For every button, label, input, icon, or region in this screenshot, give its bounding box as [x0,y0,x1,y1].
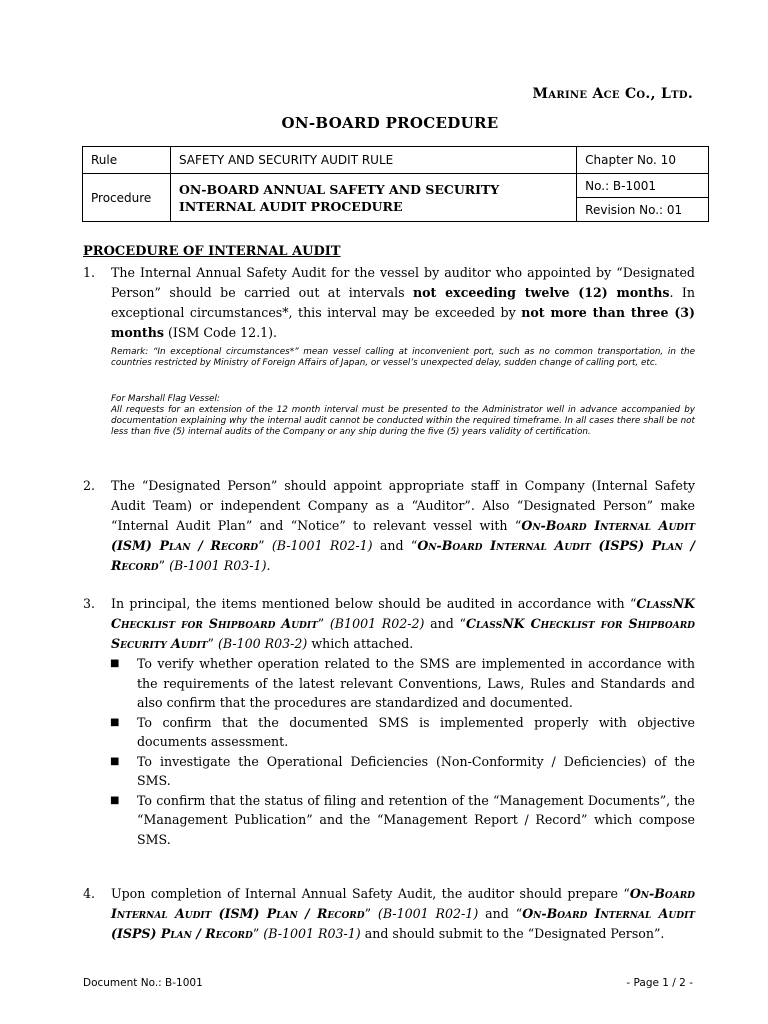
text-run: ” [258,538,272,553]
form-code: (B1001 R02-2) [329,616,425,631]
audit-items-list [83,654,695,849]
item-number: 1. [83,265,96,280]
document-number: No.: B-1001 [577,174,709,198]
form-code: (B-1001 R02-1) [377,906,479,921]
remark-exceptional-circumstances: Remark: “In exceptional circumstances*” mean vessel calling at inconvenient port, such as no common transportation, in the countries restricted by Ministry of Foreign Affairs of Japan, or vessel’s unexpected delay, sudden change of calling port, etc. [111,347,695,368]
text-run: (ISM Code 12.1). [163,325,278,340]
rule-label: Rule [83,147,171,174]
square-bullet-icon: ■ [110,716,120,728]
list-item [83,654,695,713]
procedure-item-3 [83,594,695,849]
item-text [111,594,695,654]
chapter-number: Chapter No. 10 [577,147,709,174]
procedure-header-table [82,146,709,222]
text-run: and should submit to the “Designated Person”. [360,926,665,941]
remark-body: All requests for an extension of the 12 month interval must be presented to the Administrator well in advance accompanied by documentation explaining why the internal audit cannot be conducted within the required timeframe. In all cases there shall be not less than five (5) internal audits of the Company or any ship during the five (5) years validity of certification. [111,405,695,437]
text-run: and “ [372,538,418,553]
revision-number: Revision No.: 01 [577,198,709,222]
form-code: (B-1001 R02-1) [271,538,373,553]
form-code: (B-100 R03-2) [217,636,308,651]
list-item-text: To verify whether operation related to the SMS are implemented in accordance with the requirements of the latest relevant Conventions, Laws, Rules and Standards and also confirm that the procedures are standardized and documented. [137,656,695,710]
remark-marshall-flag [111,394,695,438]
form-reference: On-Board Internal Audit (ISPS) Plan / Record [111,906,695,941]
list-item-text: To confirm that the documented SMS is implemented properly with objective documents assessment. [137,714,695,749]
section-heading: PROCEDURE OF INTERNAL AUDIT [83,244,341,259]
text-run: Upon completion of Internal Annual Safety Audit, the auditor should prepare “ [111,886,630,901]
emphasis-text: not exceeding twelve (12) months [413,285,670,300]
square-bullet-icon: ■ [110,755,120,767]
procedure-item-2 [83,476,695,576]
form-reference: On-Board Internal Audit (ISM) Plan / Record [111,518,696,553]
square-bullet-icon: ■ [110,658,120,669]
footer-document-number: Document No.: B-1001 [83,977,203,989]
form-reference: ClassNK Checklist for Shipboard Audit [111,596,695,631]
form-reference: ClassNK Checklist for Shipboard Security Audit [111,616,695,651]
table-row [83,174,709,198]
form-code: (B-1001 R03-1) [263,926,361,941]
item-number: 3. [83,596,96,611]
form-reference: On-Board Internal Audit (ISPS) Plan / Record [111,538,695,573]
text-run: . In exceptional circumstances*, this interval may be exceeded by [111,285,696,320]
item-number: 2. [83,478,96,493]
page-title: ON-BOARD PROCEDURE [281,114,499,132]
list-item-text: To investigate the Operational Deficiencies (Non-Conformity / Deficiencies) of the SMS. [137,753,695,788]
text-run: . [266,558,271,573]
list-item [83,752,695,791]
footer-page-number: - Page 1 / 2 - [626,977,693,989]
text-run: The “Designated Person” should appoint appropriate staff in Company (Internal Safety Audit Team) or independent Company as a “Auditor”. Also “Designated Person” make “Internal Audit Plan” and “Notice” to relevant vessel with “ [111,478,695,533]
text-run: ” [317,616,330,631]
text-run: and “ [478,906,523,921]
item-text [111,263,695,343]
square-bullet-icon: ■ [110,794,120,806]
form-reference: On-Board Internal Audit (ISM) Plan / Record [111,886,695,921]
text-run: ” [158,558,170,573]
procedure-item-1 [83,263,695,343]
text-run: ” [207,636,218,651]
item-text [111,476,695,576]
procedure-label: Procedure [83,174,171,222]
emphasis-text: not more than three (3) months [111,305,696,340]
text-run: ” [364,906,378,921]
rule-value: SAFETY AND SECURITY AUDIT RULE [170,147,576,174]
text-run: which attached. [307,636,414,651]
procedure-value: ON-BOARD ANNUAL SAFETY AND SECURITY INTERNAL AUDIT PROCEDURE [170,174,576,222]
list-item-text: To confirm that the status of filing and retention of the “Management Documents”, the “Management Publication” and the “Management Report / Record” which compose SMS. [137,792,695,847]
table-row [83,147,709,174]
remark-title: For Marshall Flag Vessel: [111,394,220,404]
list-item [83,713,695,752]
text-run: In principal, the items mentioned below should be audited in accordance with “ [111,596,637,611]
company-name: Marine Ace Co., Ltd. [532,86,693,102]
list-item [83,791,695,850]
item-number: 4. [83,886,96,901]
text-run: The Internal Annual Safety Audit for the vessel by auditor who appointed by “Designated Person” should be carried out at intervals [111,265,695,300]
item-text [111,884,695,944]
form-code: (B-1001 R03-1) [169,558,267,573]
text-run: and “ [424,616,466,631]
text-run: ” [252,926,264,941]
procedure-item-4 [83,884,695,944]
